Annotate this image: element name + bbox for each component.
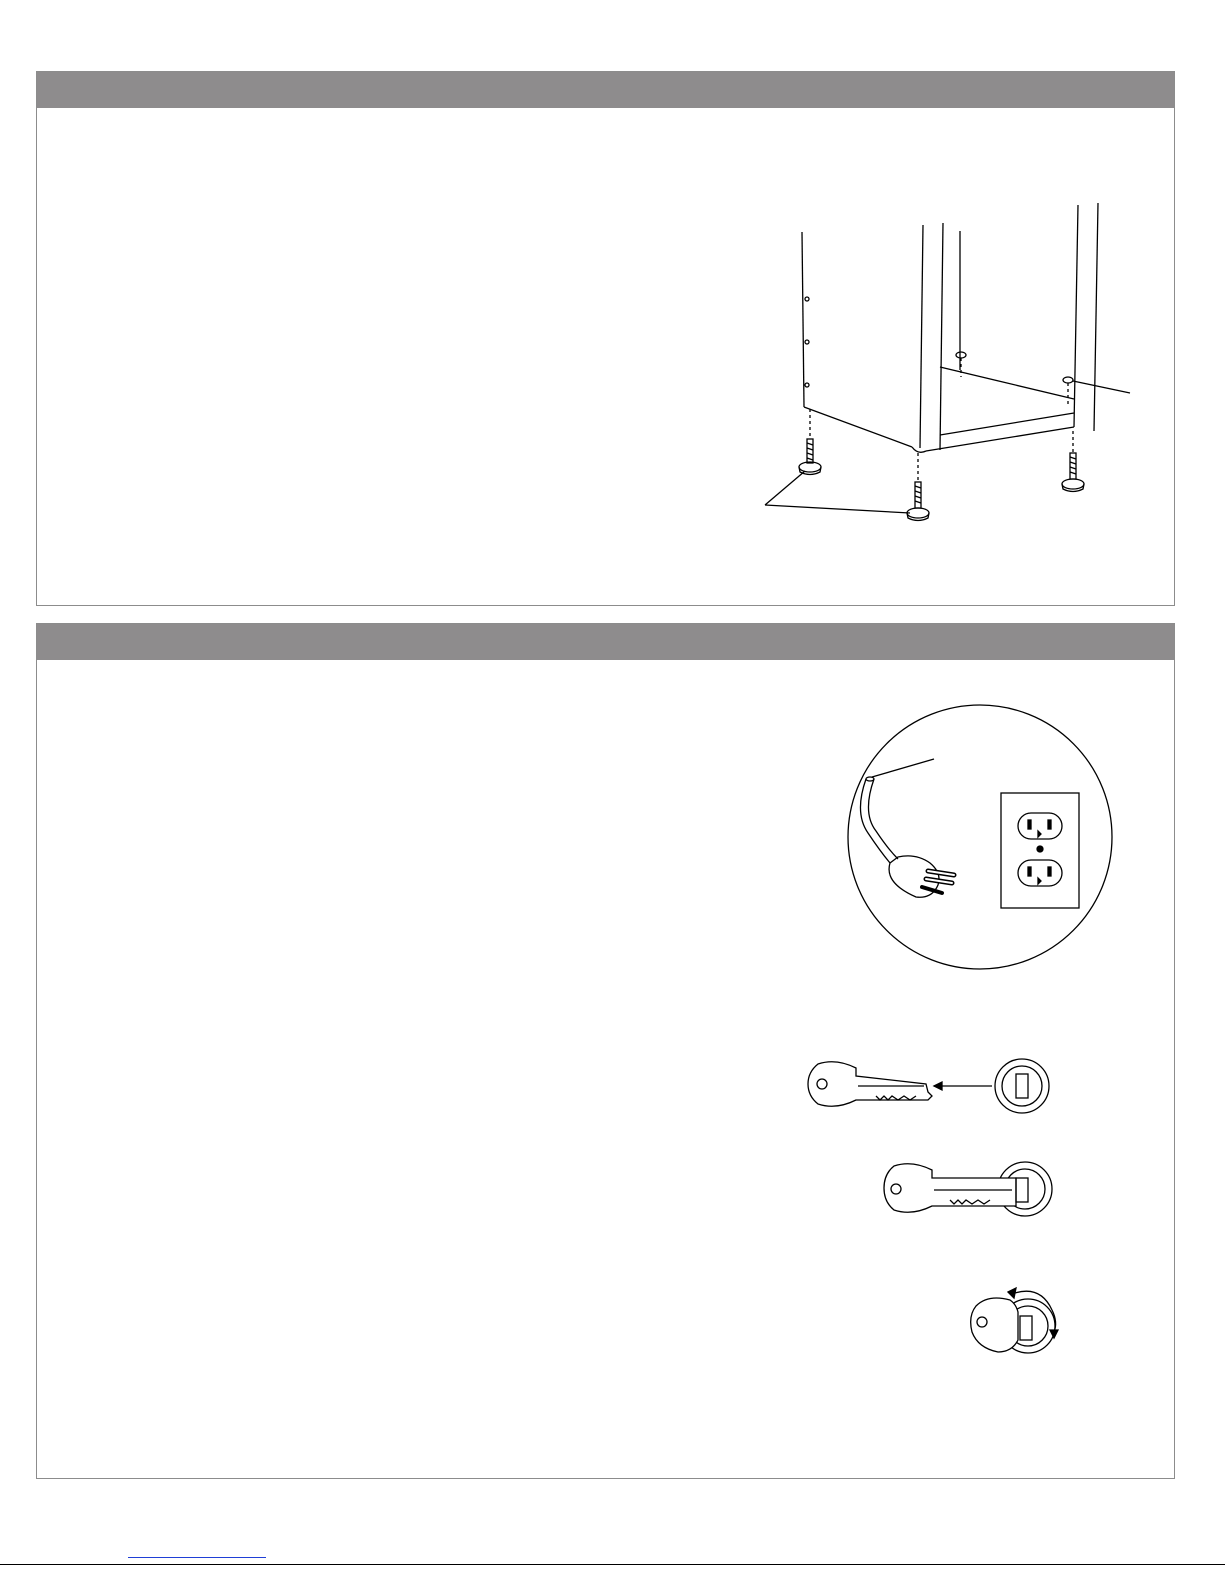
key-inserted-icon [882, 1160, 1062, 1220]
footer-link[interactable] [128, 1557, 266, 1558]
section-header-bar [37, 624, 1174, 660]
plug-outlet-icon [846, 703, 1116, 973]
key-insert-icon [806, 1056, 1056, 1116]
footer-rule [0, 1564, 1225, 1565]
section-header-bar [37, 72, 1174, 108]
cabinet-leveling-legs-icon [760, 195, 1140, 535]
key-turn-icon [968, 1280, 1068, 1360]
